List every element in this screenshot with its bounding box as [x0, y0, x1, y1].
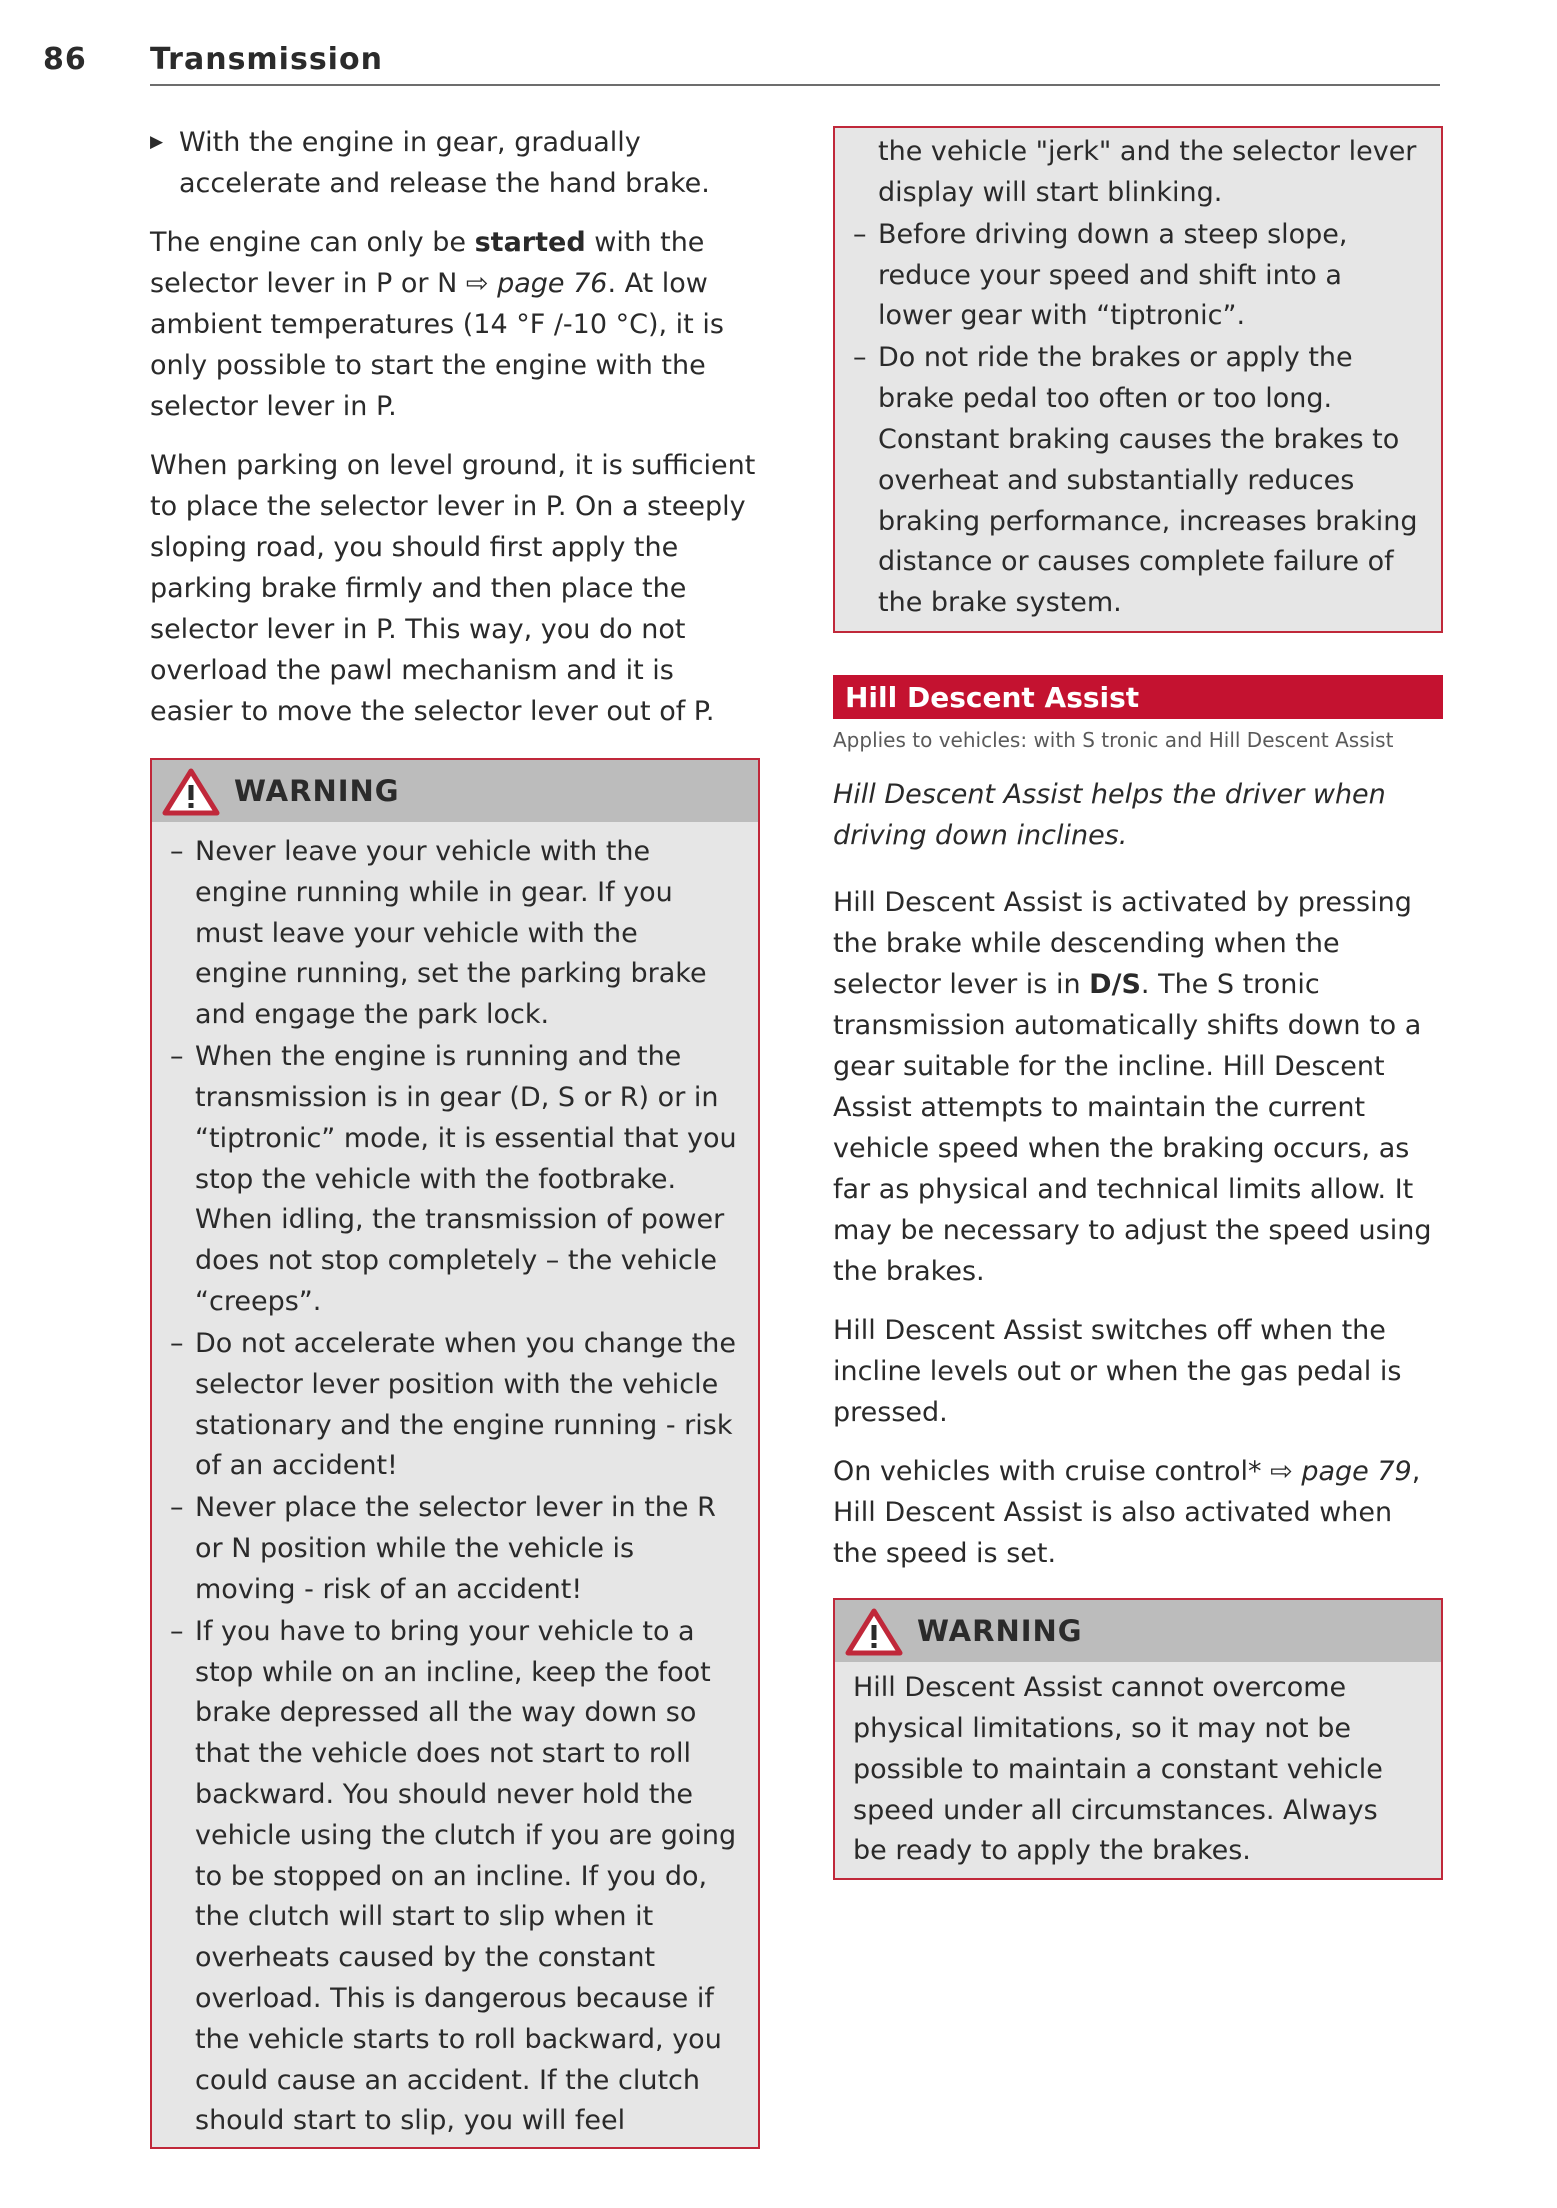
text-run: , Hill Descent Assist is also activated when the speed is set.	[833, 1456, 1421, 1570]
text-run: On vehicles with cruise control*	[833, 1456, 1271, 1488]
cruise-control-paragraph	[833, 1451, 1443, 1574]
warning-list	[152, 822, 758, 2147]
text-run: Hill Descent Assist is activated by pressing the brake while descending when the selector lever is in	[833, 887, 1412, 1001]
engine-start-paragraph	[150, 222, 760, 427]
warning-item-text: Do not accelerate when you change the selector lever position with the vehicle stationary and the engine running - risk of an accident!	[195, 1327, 737, 1482]
page-reference-link[interactable]: ⇨ page 76	[465, 268, 608, 299]
warning-item-text: Never leave your vehicle with the engine running while in gear. If you must leave your vehicle with the engine running, set the parking brake and engage the park lock.	[195, 836, 707, 1031]
instruction-step-text: With the engine in gear, gradually accelerate and release the hand brake.	[179, 127, 710, 199]
bold-term: started	[474, 227, 586, 258]
warning-box	[150, 758, 760, 2149]
page-reference-link[interactable]: ⇨ page 79	[1270, 1456, 1412, 1488]
text-run: . At low ambient temperatures (14 °F /-10 °C), it is only possible to start the engine with the selector lever in P.	[150, 268, 724, 422]
switch-off-paragraph: Hill Descent Assist switches off when the incline levels out or when the gas pedal is pressed.	[833, 1315, 1402, 1429]
warning-text: Hill Descent Assist cannot overcome physical limitations, so it may not be possible to maintain a constant vehicle speed under all circumstances. Always be ready to apply the brakes.	[853, 1672, 1383, 1867]
warning-triangle-icon	[845, 1608, 903, 1656]
section-intro: Hill Descent Assist helps the driver when driving down inclines.	[833, 779, 1386, 852]
page-number: 86	[43, 42, 87, 77]
warning-box	[833, 1598, 1443, 1880]
chapter-title: Transmission	[150, 42, 383, 77]
right-column	[833, 126, 1443, 1880]
warning-triangle-icon	[162, 768, 220, 816]
activation-paragraph	[833, 882, 1443, 1292]
text-run: . The S tronic transmission automatically shifts down to a gear suitable for the incline. Hill Descent Assist attempts to maintain the current vehicle speed when the braking occurs, as far as physical and technical limits allow. It may be necessary to adjust the speed using the brakes.	[833, 969, 1432, 1288]
warning-item: – If you have to bring your vehicle to a stop while on an incline, keep the foot brake depressed all the way down so that the vehicle does not start to roll backward. You should never hold the vehicle using the clutch if you are going to be stopped on an incline. If you do, the clutch will start to slip when it overheats caused by the constant overload. This is dangerous because if the vehicle starts to roll backward, you could cause an accident. If the clutch should start to slip, you will feel	[170, 1615, 737, 2137]
warning-item: – Never leave your vehicle with the engine running while in gear. If you must leave your vehicle with the engine running, set the parking brake and engage the park lock.	[170, 836, 707, 1031]
header-divider	[150, 84, 1440, 86]
bold-term: D/S	[1089, 969, 1141, 1001]
warning-item-text: Before driving down a steep slope, reduce your speed and shift into a lower gear with “tiptronic”.	[878, 218, 1348, 332]
instruction-step	[150, 122, 760, 204]
warning-title: WARNING	[917, 1614, 1083, 1649]
applies-to-note: Applies to vehicles: with S tronic and Hill Descent Assist	[833, 728, 1394, 753]
warning-title: WARNING	[234, 774, 400, 808]
warning-item-text: Never place the selector lever in the R or N position while the vehicle is moving - risk of an accident!	[195, 1492, 716, 1605]
warning-continued-text: the vehicle "jerk" and the selector lever display will start blinking.	[878, 136, 1417, 208]
section-heading-bar	[833, 675, 1443, 719]
text-run: The engine can only be	[150, 227, 475, 258]
warning-item-text: When the engine is running and the transmission is in gear (D, S or R) or in “tiptronic” mode, it is essential that you stop the vehicle with the footbrake. When idling, the transmission of power does not stop completely – the vehicle “creeps”.	[195, 1041, 737, 1317]
warning-box-continued	[833, 126, 1443, 633]
arrow-bullet-icon: ▶	[150, 132, 164, 152]
warning-item: – When the engine is running and the transmission is in gear (D, S or R) or in “tiptronic” mode, it is essential that you stop the vehicle with the footbrake. When idling, the transmission of power does not stop completely – the vehicle “creeps”.	[170, 1041, 737, 1317]
section-title: Hill Descent Assist	[845, 681, 1140, 715]
parking-paragraph: When parking on level ground, it is sufficient to place the selector lever in P. On a steeply sloping road, you should first apply the parking brake firmly and then place the selector lever in P. This way, you do not overload the pawl mechanism and it is easier to move the selector lever out of P.	[150, 450, 756, 727]
warning-item-text: If you have to bring your vehicle to a stop while on an incline, keep the foot brake depressed all the way down so that the vehicle does not start to roll backward. You should never hold the vehicle using the clutch if you are going to be stopped on an incline. If you do, the clutch will start to slip when it overheats caused by the constant overload. This is dangerous because if the vehicle starts to roll backward, you could cause an accident. If the clutch should start to slip, you will feel	[195, 1615, 737, 2137]
warning-item-text: Do not ride the brakes or apply the brake pedal too often or too long. Constant braking causes the brakes to overheat and substantially reduces braking performance, increases braking distance or causes complete failure of the brake system.	[878, 342, 1418, 619]
left-column	[150, 122, 760, 2149]
text-run: with the selector lever in P or N	[150, 227, 705, 299]
warning-item: – Do not accelerate when you change the selector lever position with the vehicle stationary and the engine running - risk of an accident!	[170, 1327, 737, 1482]
warning-item: – Never place the selector lever in the R or N position while the vehicle is moving - risk of an accident!	[170, 1492, 716, 1605]
warning-header	[835, 1600, 1441, 1662]
warning-item: – Do not ride the brakes or apply the brake pedal too often or too long. Constant braking causes the brakes to overheat and substantially reduces braking performance, increases braking distance or causes complete failure of the brake system.	[853, 342, 1418, 619]
warning-item: – Before driving down a steep slope, reduce your speed and shift into a lower gear with “tiptronic”.	[853, 218, 1348, 332]
warning-header	[152, 760, 758, 822]
